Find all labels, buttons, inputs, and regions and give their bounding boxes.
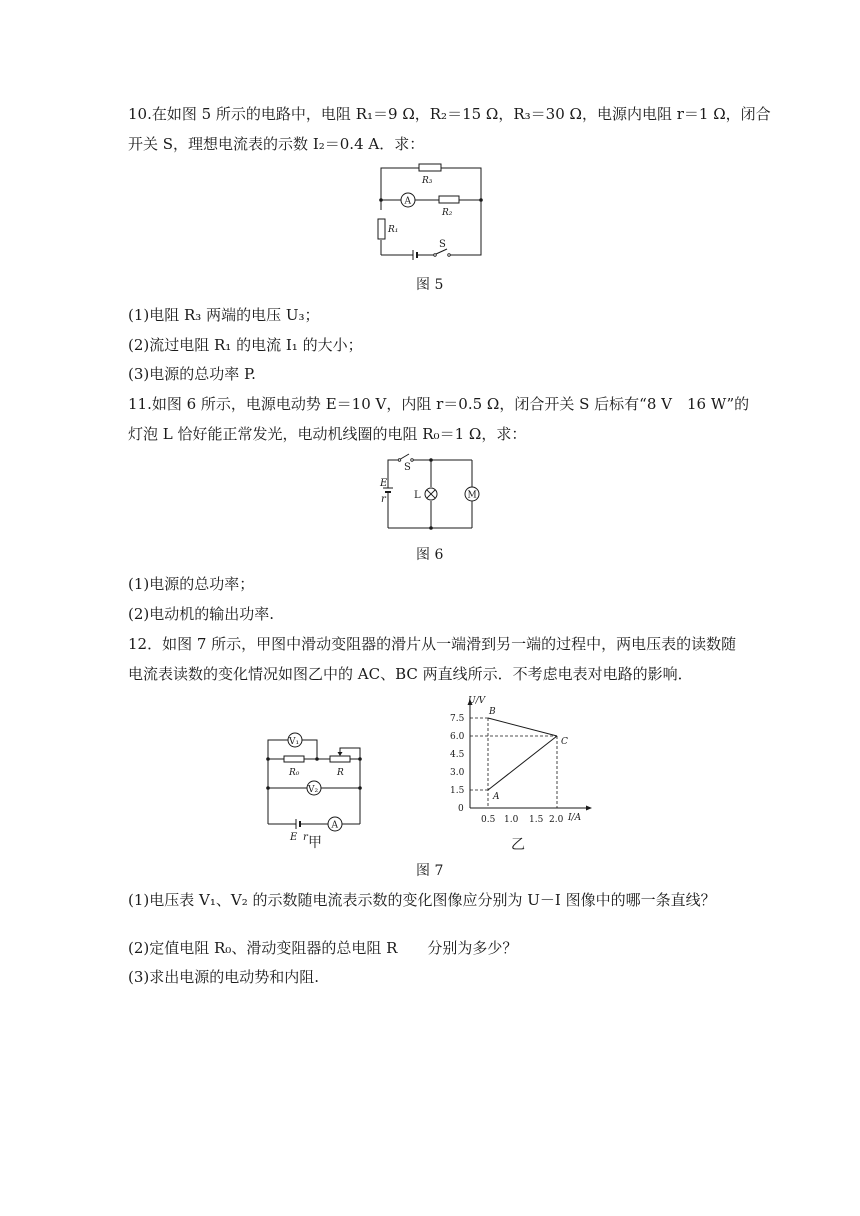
y-tick-6-0: 6.0 <box>450 732 465 742</box>
line-bc <box>488 718 557 736</box>
svg-text:A: A <box>331 820 338 831</box>
figure-5-circuit <box>360 158 510 268</box>
q10-stem-line-1: 10.在如图 5 所示的电路中，电阻 R₁＝9 Ω，R₂＝15 Ω，R₃＝30 Ω，电源内电阻 r＝1 Ω，闭合 <box>128 105 771 123</box>
internal-r-label: r <box>303 832 308 843</box>
rheostat <box>330 756 350 762</box>
point-a-label: A <box>493 792 500 802</box>
q10-stem-line-2: 开关 S，理想电流表的示数 I₂＝0.4 A．求： <box>128 135 425 153</box>
r3-resistor <box>419 164 441 171</box>
q11-sub-1: (1)电源的总功率； <box>128 575 255 593</box>
figure-7-caption: 图 7 <box>416 863 444 879</box>
svg-text:M: M <box>467 490 477 501</box>
lamp-label: L <box>414 490 421 501</box>
rheostat-label: R <box>337 768 344 778</box>
r1-label: R₁ <box>388 225 399 235</box>
figure-7-jia-circuit <box>262 724 372 852</box>
q12-sub-2: (2)定值电阻 R₀、滑动变阻器的总电阻 R 分别为多少？ <box>128 939 518 957</box>
q11-sub-2: (2)电动机的输出功率. <box>128 605 275 623</box>
y-axis-label: U/V <box>468 696 486 706</box>
x-tick-0-5: 0.5 <box>481 815 496 825</box>
r3-label: R₃ <box>422 176 433 186</box>
r0-resistor <box>284 756 304 762</box>
y-tick-7-5: 7.5 <box>450 714 465 724</box>
emf-label: E <box>290 832 298 843</box>
figure-7-jia-label: 甲 <box>308 835 322 851</box>
q12-sub-1: (1)电压表 V₁、V₂ 的示数随电流表示数的变化图像应分别为 U－I 图像中的哪一条直线？ <box>128 891 716 909</box>
x-tick-1-0: 1.0 <box>504 815 519 825</box>
internal-r-label: r <box>381 494 386 505</box>
x-tick-1-5: 1.5 <box>529 815 544 825</box>
q10-sub-3: (3)电源的总功率 P. <box>128 365 256 383</box>
line-ac <box>488 736 557 790</box>
figure-5-caption: 图 5 <box>416 277 444 293</box>
svg-text:V₂: V₂ <box>308 785 319 795</box>
q12-sub-3: (3)求出电源的电动势和内阻. <box>128 968 320 986</box>
q12-stem-line-1: 12．如图 7 所示，甲图中滑动变阻器的滑片从一端滑到另一端的过程中，两电压表的读数随 <box>128 635 737 653</box>
figure-7-yi-graph <box>440 692 600 832</box>
y-tick-0: 0 <box>458 804 464 814</box>
q11-stem-line-2: 灯泡 L 恰好能正常发光，电动机线圈的电阻 R₀＝1 Ω，求： <box>128 425 527 443</box>
q11-stem-line-1: 11.如图 6 所示，电源电动势 E＝10 V，内阻 r＝0.5 Ω，闭合开关 S 后标有“8 V 16 W”的 <box>128 395 750 413</box>
q12-stem-line-2: 电流表读数的变化情况如图乙中的 AC、BC 两直线所示．不考虑电表对电路的影响． <box>128 665 693 683</box>
x-tick-2-0: 2.0 <box>549 815 564 825</box>
switch-label: S <box>404 462 411 473</box>
y-tick-4-5: 4.5 <box>450 750 465 760</box>
r0-label: R₀ <box>289 768 300 778</box>
figure-7-yi-label: 乙 <box>511 837 525 853</box>
q10-sub-2: (2)流过电阻 R₁ 的电流 I₁ 的大小； <box>128 336 363 354</box>
q10-sub-1: (1)电阻 R₃ 两端的电压 U₃； <box>128 306 320 324</box>
r1-resistor <box>378 219 385 239</box>
point-b-label: B <box>489 707 496 717</box>
figure-6-caption: 图 6 <box>416 547 444 563</box>
r2-label: R₂ <box>442 208 453 218</box>
x-axis-label: I/A <box>568 813 582 823</box>
y-tick-3-0: 3.0 <box>450 768 465 778</box>
figure-6-circuit <box>376 452 486 534</box>
svg-text:A: A <box>404 196 411 207</box>
svg-text:V₁: V₁ <box>289 737 300 747</box>
point-c-label: C <box>561 737 568 747</box>
y-tick-1-5: 1.5 <box>450 786 465 796</box>
emf-label: E <box>380 478 388 489</box>
switch-label: S <box>439 239 446 250</box>
r2-resistor <box>439 196 459 203</box>
